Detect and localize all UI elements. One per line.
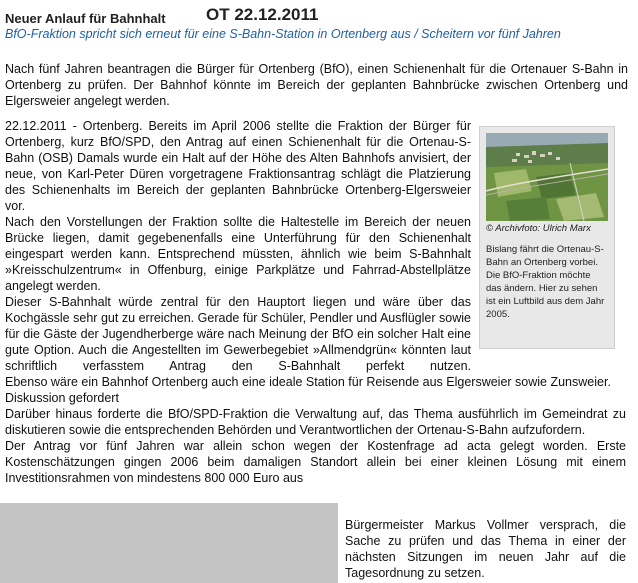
paragraph: Dieser S-Bahnhalt würde zentral für den Hauptort liegen und wäre über das Kochgässle sehr gut zu erreichen. Gerade für Schüler, Pendler und Ausflügler sowie für die Gäste der Jugendherberge wäre nach Meinung der BfO ein solcher Halt eine gute Option. Auch die Angestellten im Gewerbegebiet »Allmendgrün« könnten laut schriftlich verfasstem Antrag den S-Bahnhalt perfekt nutzen.	[5, 295, 471, 373]
paragraph: Der Antrag vor fünf Jahren war allein schon wegen der Kostenfrage ad acta gelegt worden. Erste Kostenschätzungen gingen 2006 beim damaligen Standort allein bei einer kleinen Lösung mit einem Investitionsrahmen von mindestens 800 000 Euro aus	[5, 439, 626, 485]
closing-paragraph: Bürgermeister Markus Vollmer versprach, die Sache zu prüfen und das Thema in einer der nächsten Sitzungen im neuen Jahr auf die Tagesordnung zu setzen.	[345, 518, 626, 580]
body-left-column	[5, 118, 471, 374]
aerial-photo	[486, 133, 608, 221]
photo-caption: Bislang fährt die Ortenau-S-Bahn an Ortenberg vorbei. Die BfO-Fraktion möchte das ändern. Hier zu sehen ist ein Luftbild aus dem Jahr 2005.	[486, 244, 605, 320]
subtitle: BfO-Fraktion spricht sich erneut für eine S-Bahn-Station in Ortenberg aus / Scheitern vor fünf Jahren	[5, 27, 561, 41]
grey-placeholder-block	[0, 503, 338, 583]
photo-box	[479, 126, 615, 349]
headline: Neuer Anlauf für Bahnhalt	[5, 11, 166, 26]
section-heading: Diskussion gefordert	[5, 391, 119, 405]
body-full-width	[5, 374, 626, 486]
paragraph: Nach den Vorstellungen der Fraktion sollte die Haltestelle im Bereich der neuen Brücke liegen, damit gegebenenfalls eine Unterführung für den Schienenhalt eingespart werden kann. Entsprechend müssten, ähnlich wie beim S-Bahnhalt »Kreisschulzentrum« in Offenburg, einige Parkplätze und Fahrrad-Abstellplätze angelegt werden.	[5, 215, 471, 293]
aerial-photo-image	[486, 133, 608, 221]
photo-credit: © Archivfoto: Ulrich Marx	[486, 223, 591, 234]
date-title: OT 22.12.2011	[206, 5, 319, 24]
paragraph: Ebenso wäre ein Bahnhof Ortenberg auch eine ideale Station für Reisende aus Elgersweier sowie Zunsweier.	[5, 375, 611, 389]
intro-paragraph: Nach fünf Jahren beantragen die Bürger für Ortenberg (BfO), einen Schienenhalt für die Ortenauer S-Bahn in Ortenberg zu prüfen. Der Bahnhof könnte im Bereich der geplanten Bahnbrücke zwischen Ortenberg und Elgersweier angelegt werden.	[5, 62, 628, 108]
paragraph: Darüber hinaus forderte die BfO/SPD-Fraktion die Verwaltung auf, das Thema ausführlich im Gemeindrat zu diskutieren sowie die entsprechenden Behörden und Verantwortlichen der Ortenau-S-Bahn aufzufordern.	[5, 407, 626, 437]
paragraph: 22.12.2011 - Ortenberg. Bereits im April 2006 stellte die Fraktion der Bürger für Ortenberg, kurz BfO/SPD, den Antrag auf einen Schienenhalt für die Ortenau-S-Bahn (OSB) Damals wurde ein Halt auf der Höhe des Alten Bahnhofs anvisiert, der neue, von Karl-Peter Düren vorgetragene Fraktionsantrag schlägt die Platzierung des Schienenhalts im Bereich der geplanten Bahnbrücke Ortenberg-Elgersweier vor.	[5, 119, 471, 213]
